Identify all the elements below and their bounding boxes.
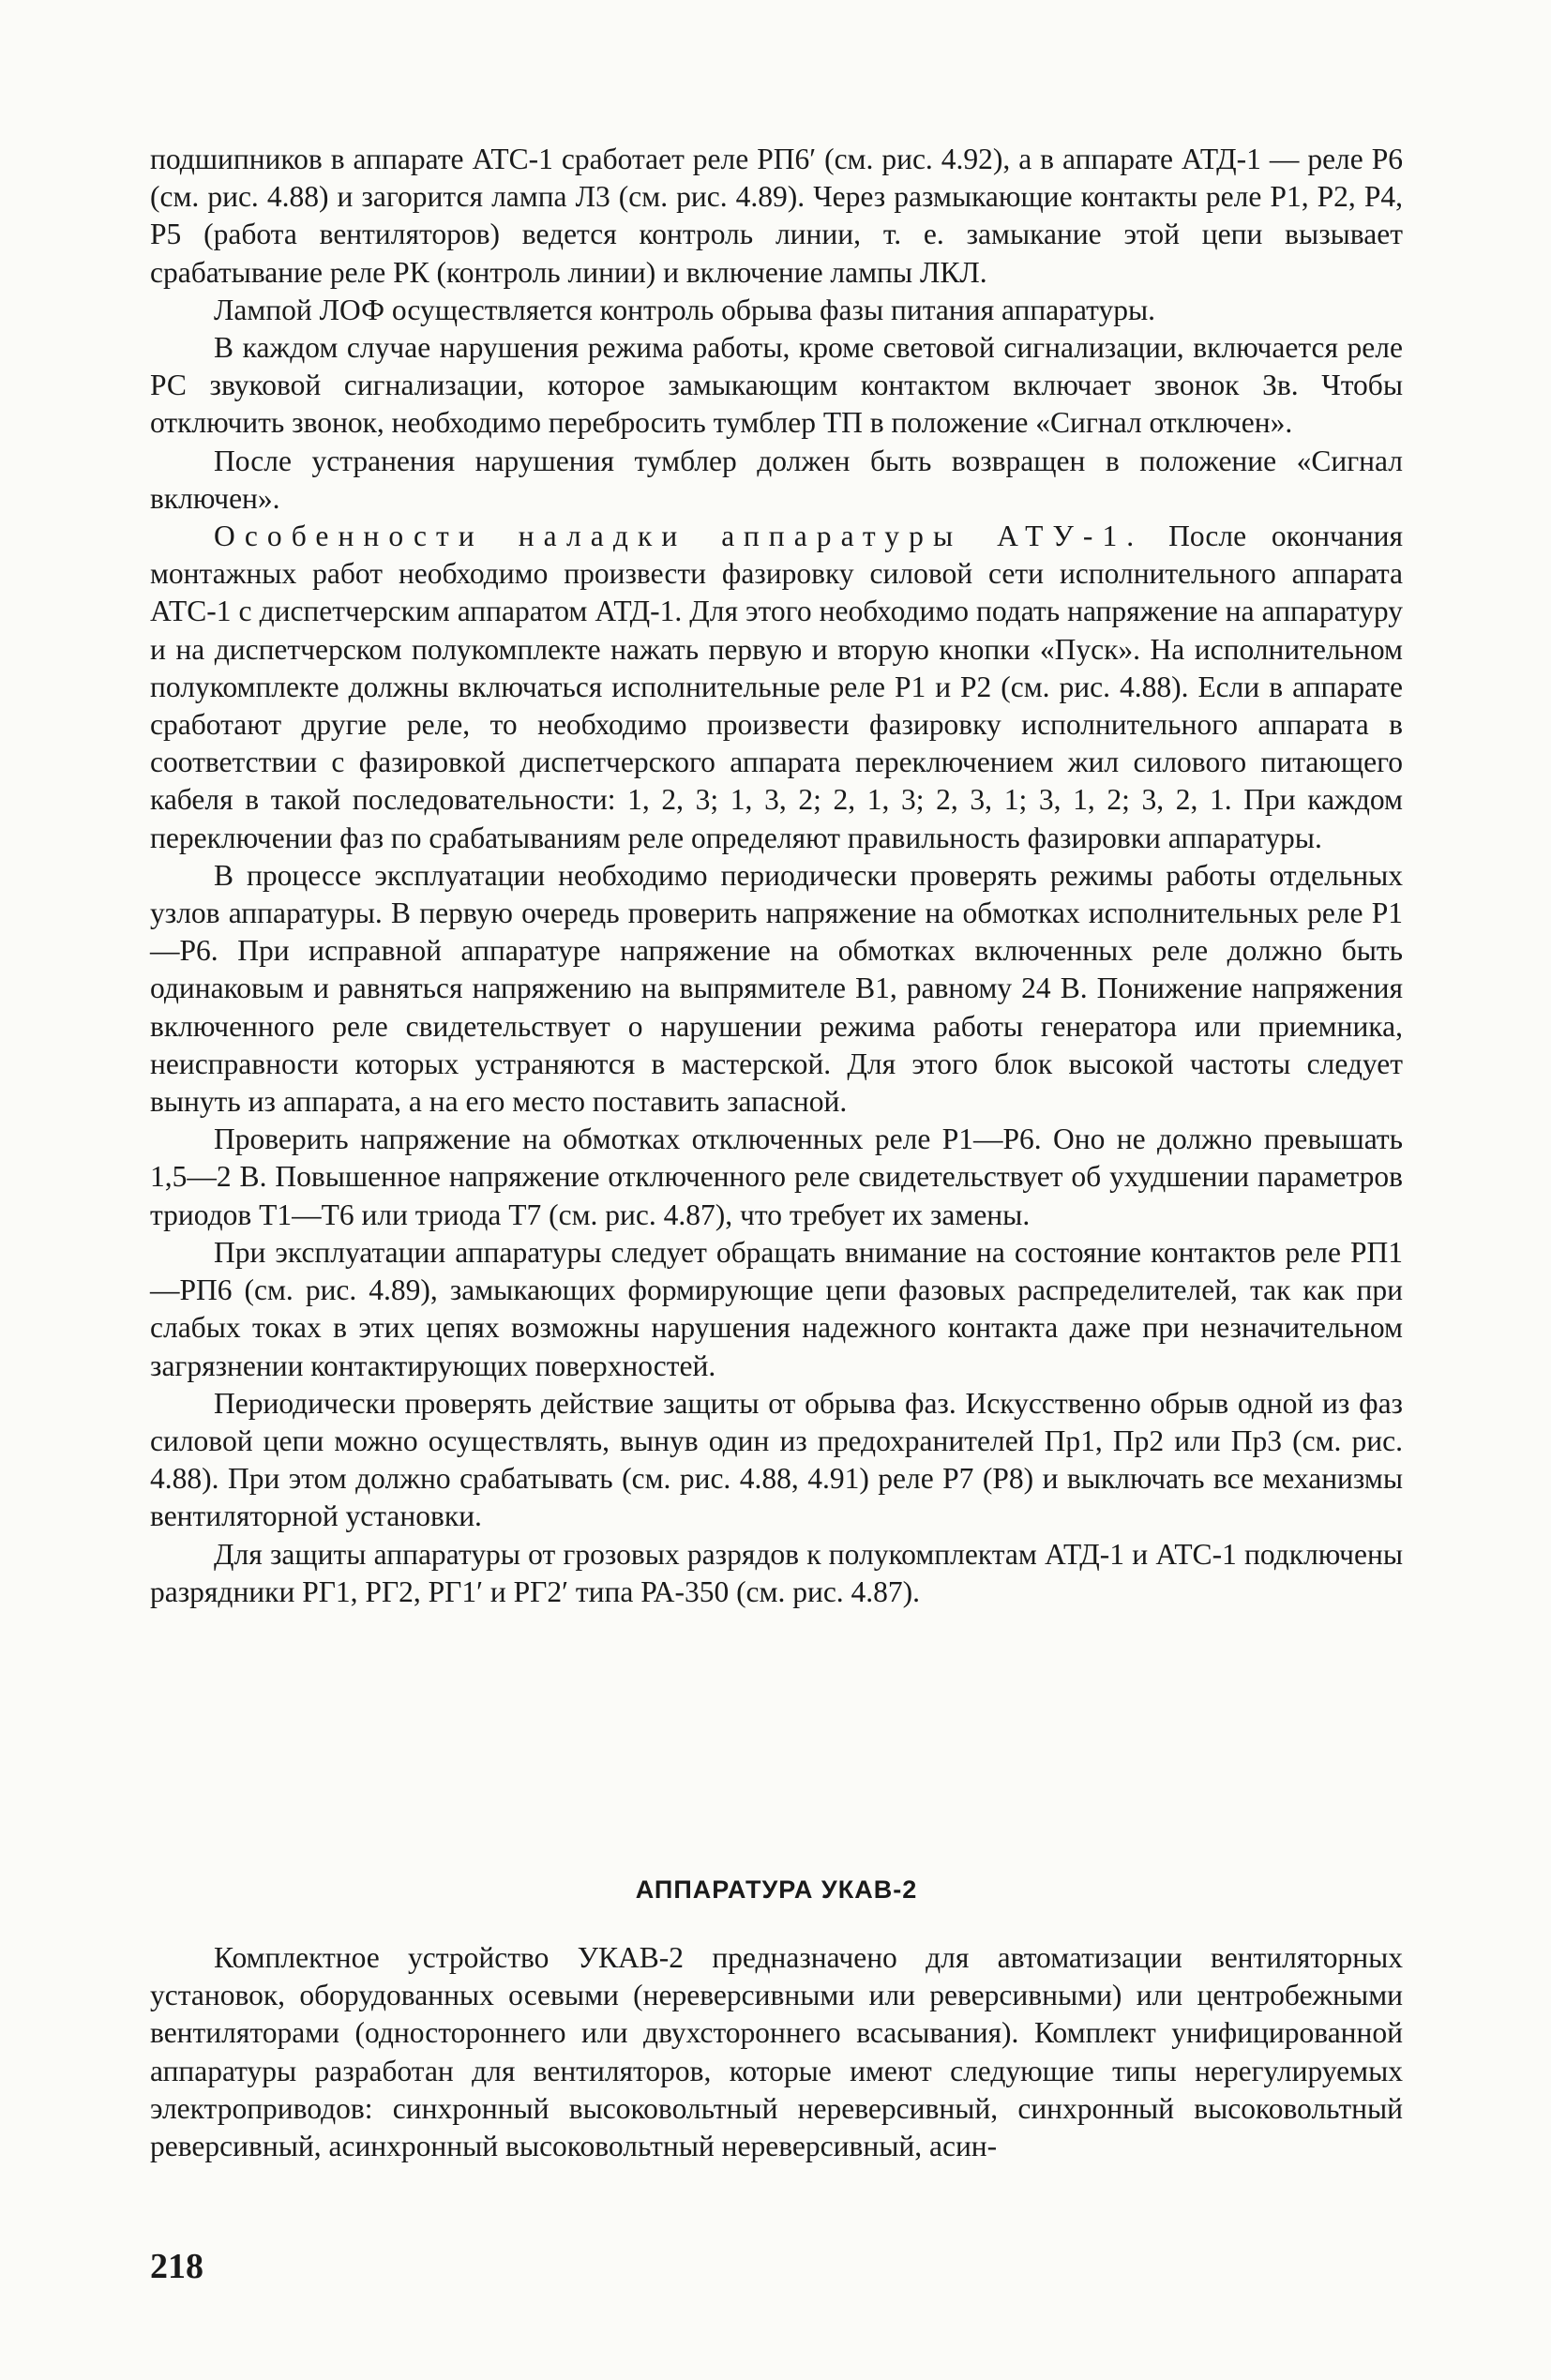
paragraph: При эксплуатации аппаратуры следует обращать внимание на состояние контактов реле РП1—РП6 (см. рис. 4.89), замыкающих формирующие цепи фазовых распределителей, так как при слабых токах в этих цепях возможны нарушения надежного контакта даже при незначительном загрязнении контактирующих поверхностей. (150, 1235, 1403, 1382)
section-heading: АППАРАТУРА УКАВ-2 (635, 1875, 918, 1904)
paragraph: После устранения нарушения тумблер должен быть возвращен в положение «Сигнал включен». (150, 444, 1403, 515)
body-text (150, 141, 1403, 1611)
paragraph: подшипников в аппарате АТС-1 сработает реле РП6′ (см. рис. 4.92), а в аппарате АТД-1 — реле Р6 (см. рис. 4.88) и загорится лампа Л3 (см. рис. 4.89). Через размыкающие контакты реле Р1, Р2, Р4, Р5 (работа вентиляторов) ведется контроль линии, т. е. замыкание этой цепи вызывает срабатывание реле РК (контроль линии) и включение лампы ЛКЛ. (150, 143, 1403, 289)
page-number: 218 (150, 2247, 203, 2286)
section-body (150, 1939, 1403, 2165)
paragraph: В каждом случае нарушения режима работы, кроме световой сигнализации, включается реле РС звуковой сигнализации, которое замыкающим контактом включает звонок Зв. Чтобы отключить звонок, необходимо перебросить тумблер ТП в положение «Сигнал отключен». (150, 331, 1403, 440)
paragraph: Периодически проверять действие защиты от обрыва фаз. Искусственно обрыв одной из фаз силовой цепи можно осуществлять, вынув один из предохранителей Пр1, Пр2 или Пр3 (см. рис. 4.88). При этом должно срабатывать (см. рис. 4.88, 4.91) реле Р7 (Р8) и выключать все механизмы вентиляторной установки. (150, 1386, 1403, 1533)
spaced-lead-in: Особенности наладки аппаратуры АТУ-1. (214, 520, 1144, 553)
paragraph: Лампой ЛОФ осуществляется контроль обрыва фазы питания аппаратуры. (214, 293, 1156, 326)
paragraph: Комплектное устройство УКАВ-2 предназначено для автоматизации вентиляторных установок, оборудованных осевыми (нереверсивными или реверсивными) или центробежными вентиляторами (одностороннего или двухстороннего всасывания). Комплект унифицированной аппаратуры разработан для вентиляторов, которые имеют следующие типы нерегулируемых электроприводов: синхронный высоковольтный нереверсивный, синхронный высоковольтный реверсивный, асинхронный высоковольтный нереверсивный, асин- (150, 1941, 1403, 2163)
paragraph-text: После окончания монтажных работ необходимо произвести фазировку силовой сети исполнительного аппарата АТС-1 с диспетчерским аппаратом АТД-1. Для этого необходимо подать напряжение на аппаратуру и на диспетчерском полукомплекте нажать первую и вторую кнопки «Пуск». На исполнительном полукомплекте должны включаться исполнительные реле Р1 и Р2 (см. рис. 4.88). Если в аппарате сработают другие реле, то необходимо произвести фазировку исполнительного аппарата в соответствии с фазировкой диспетчерского аппарата переключением жил силового питающего кабеля в такой последовательности: 1, 2, 3; 1, 3, 2; 2, 1, 3; 2, 3, 1; 3, 1, 2; 3, 2, 1. При каждом переключении фаз по срабатываниям реле определяют правильность фазировки аппаратуры. (150, 520, 1403, 854)
paragraph: Проверить напряжение на обмотках отключенных реле Р1—Р6. Оно не должно превышать 1,5—2 В. Повышенное напряжение отключенного реле свидетельствует об ухудшении параметров триодов Т1—Т6 или триода Т7 (см. рис. 4.87), что требует их замены. (150, 1122, 1403, 1231)
paragraph: Для защиты аппаратуры от грозовых разрядов к полукомплектам АТД-1 и АТС-1 подключены разрядники РГ1, РГ2, РГ1′ и РГ2′ типа РА-350 (см. рис. 4.87). (150, 1537, 1403, 1608)
paragraph: В процессе эксплуатации необходимо периодически проверять режимы работы отдельных узлов аппаратуры. В первую очередь проверить напряжение на обмотках исполнительных реле Р1—Р6. При исправной аппаратуре напряжение на обмотках включенных реле должно быть одинаковым и равняться напряжению на выпрямителе В1, равному 24 В. Понижение напряжения включенного реле свидетельствует о нарушении режима работы генератора или приемника, неисправности которых устраняются в мастерской. Для этого блок высокой частоты следует вынуть из аппарата, а на его место поставить запасной. (150, 858, 1403, 1119)
paragraph (150, 518, 1403, 857)
